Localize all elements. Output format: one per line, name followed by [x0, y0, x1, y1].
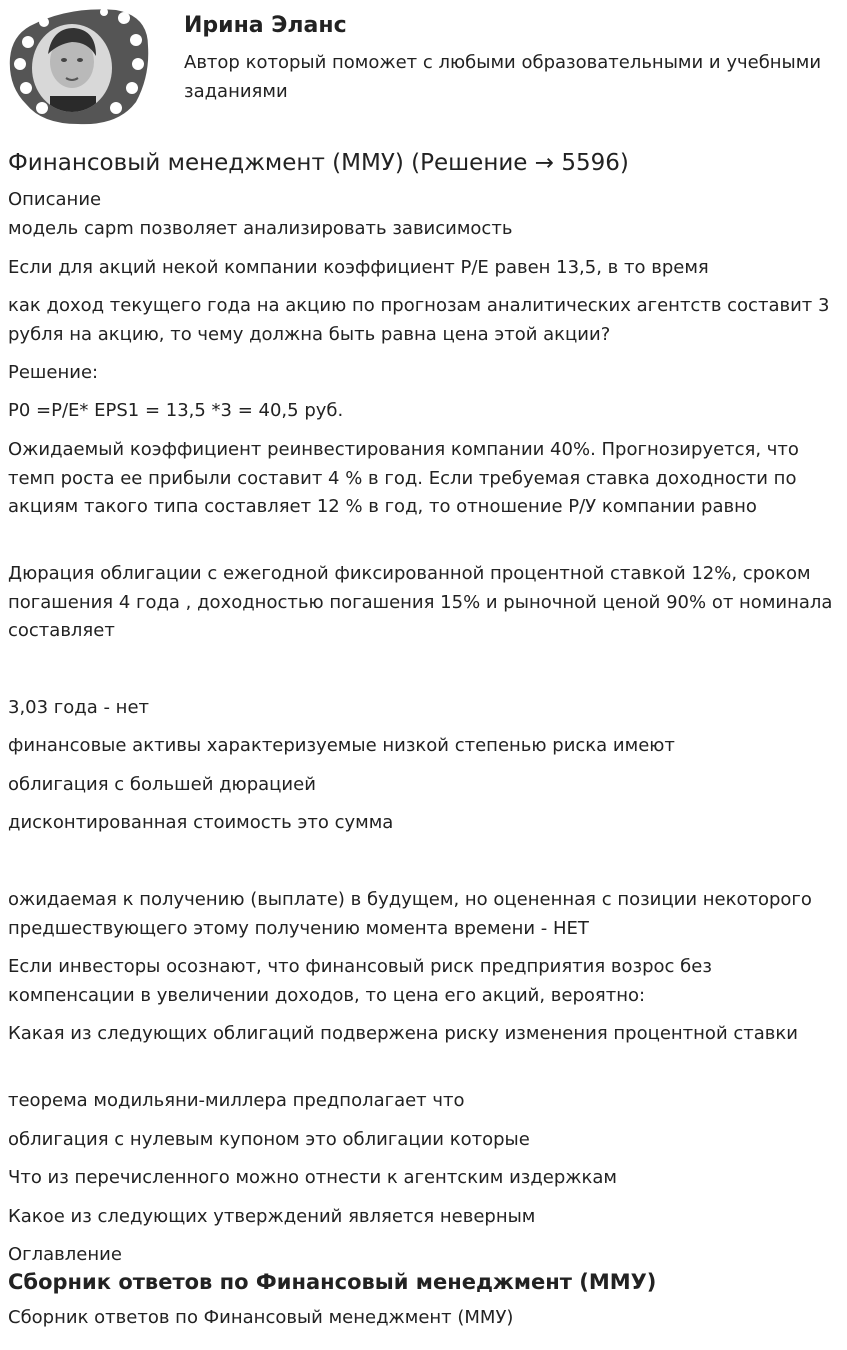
author-header	[0, 0, 847, 130]
toc-label: Оглавление	[8, 1244, 122, 1265]
paragraph: как доход текущего года на акцию по прогнозам аналитических агентств составит 3 рубля на акцию, то чему должна быть равна цена этой акции?	[8, 295, 830, 345]
film-reel-avatar-image	[8, 6, 150, 126]
paragraph: Какое из следующих утверждений является неверным	[8, 1206, 536, 1227]
paragraph: Решение:	[8, 362, 99, 383]
description-label: Описание	[8, 189, 102, 210]
paragraph: финансовые активы характеризуемые низкой степенью риска имеют	[8, 735, 675, 756]
paragraph: Если для акций некой компании коэффициент P/E равен 13,5, в то время	[8, 257, 709, 278]
paragraph: Что из перечисленного можно отнести к агентским издержкам	[8, 1167, 617, 1188]
paragraph: Ожидаемый коэффициент реинвестирования компании 40%. Прогнозируется, что темп роста ее прибыли составит 4 % в год. Если требуемая ставка доходности по акциям такого типа составляет 12 % в год, то отношение Р/У компании равно	[8, 439, 799, 517]
document-title: Финансовый менеджмент (ММУ) (Решение → 5596)	[8, 150, 629, 176]
paragraph: Какая из следующих облигаций подвержена риску изменения процентной ставки	[8, 1023, 798, 1044]
paragraph: облигация с большей дюрацией	[8, 774, 316, 795]
paragraph: Если инвесторы осознают, что финансовый риск предприятия возрос без компенсации в увеличении доходов, то цена его акций, вероятно:	[8, 956, 712, 1006]
author-bio: Автор который поможет с любыми образовательными и учебными заданиями	[184, 52, 822, 102]
author-avatar	[8, 6, 150, 126]
paragraph: модель capm позволяет анализировать зависимость	[8, 218, 513, 239]
paragraph: P0 =P/E* EPS1 = 13,5 *3 = 40,5 руб.	[8, 400, 344, 421]
toc-heading: Сборник ответов по Финансовый менеджмент (ММУ)	[8, 1270, 657, 1294]
paragraph: облигация с нулевым купоном это облигации которые	[8, 1129, 530, 1150]
author-name: Ирина Эланс	[184, 13, 347, 38]
paragraph: 3,03 года - нет	[8, 697, 150, 718]
paragraph: теорема модильяни-миллера предполагает что	[8, 1090, 465, 1111]
toc-text: Сборник ответов по Финансовый менеджмент (ММУ)	[8, 1307, 514, 1328]
paragraph: Дюрация облигации с ежегодной фиксированной процентной ставкой 12%, сроком погашения 4 года , доходностью погашения 15% и рыночной ценой 90% от номинала составляет	[8, 563, 833, 641]
paragraph: ожидаемая к получению (выплате) в будущем, но оцененная с позиции некоторого предшествующего этому получению момента времени - НЕТ	[8, 889, 812, 939]
paragraph: дисконтированная стоимость это сумма	[8, 812, 394, 833]
